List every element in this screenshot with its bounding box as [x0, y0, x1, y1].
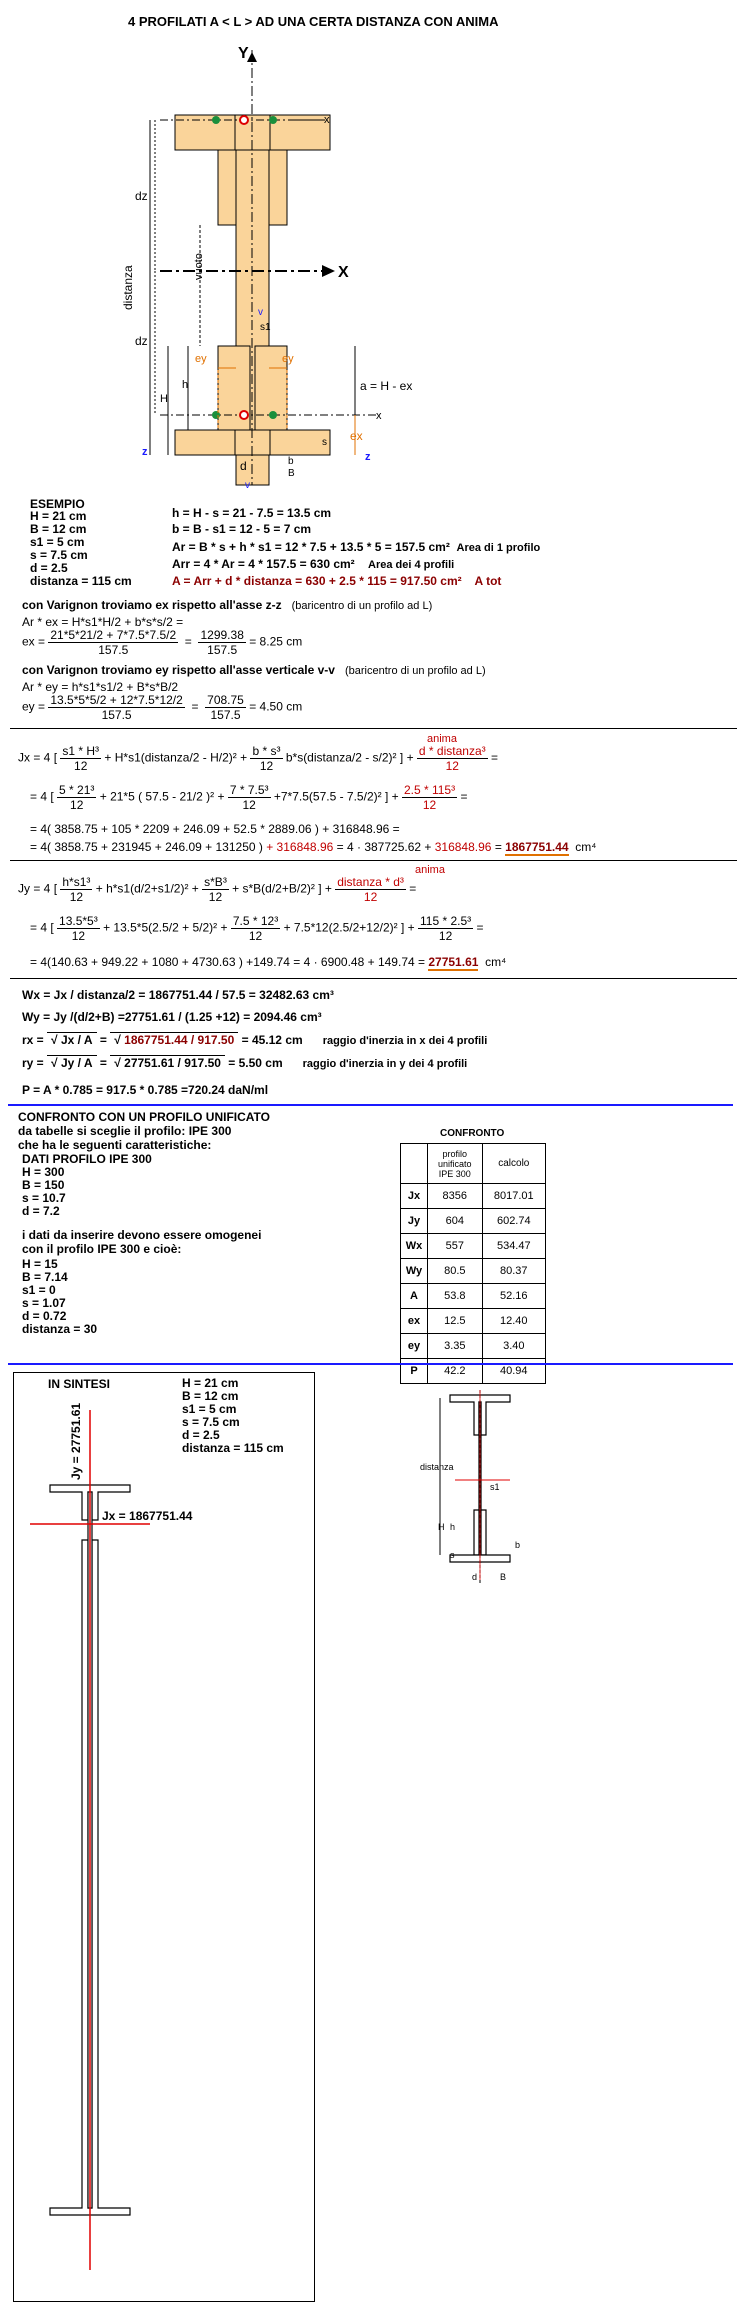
wy-line: Wy = Jy /(d/2+B) =27751.61 / (1.25 +12) = 2094.46 cm³	[22, 1010, 322, 1024]
confronto-line-4: i dati da inserire devono essere omogenei	[22, 1228, 262, 1242]
divider	[10, 728, 737, 729]
esempio-heading: ESEMPIO	[30, 497, 85, 511]
label-z-right: z	[365, 451, 371, 463]
label-v-bottom: v	[245, 480, 250, 491]
jx-result: 1867751.44	[505, 840, 569, 854]
label-vuoto: vuoto	[193, 253, 205, 280]
calc-arr: Arr = 4 * Ar = 4 * 157.5 = 630 cm² Area dei 4 profili	[172, 557, 455, 571]
label-B: B	[288, 468, 295, 479]
table-row: Wy 80.5 80.37	[401, 1259, 546, 1284]
confronto-line-5: con il profilo IPE 300 e cioè:	[22, 1242, 182, 1256]
small-label-s: s	[450, 1550, 455, 1560]
jx-row-1: Jx = 4 [ $\frac{\text{s1 * H³}}{12}$ + H*s1(distanza/2 - H/2)² + $\frac{\text{b * s³}}{12}$ b*s(distanza/2 - s/2)² ] + $\frac{\text{d * distanza³}}{12}$ =	[18, 744, 498, 773]
small-section-diagram	[420, 1390, 600, 1600]
label-a: a = H - ex	[360, 379, 413, 393]
sintesi-heading: IN SINTESI	[48, 1377, 111, 1391]
small-label-d: d	[472, 1572, 478, 1582]
confronto-line-3: DATI PROFILO IPE 300	[22, 1152, 152, 1166]
confronto-table: profilo unificato IPE 300 calcolo Jx 8356 8017.01 Jy 604 602.74 Wx 557 534.47 Wy 80.5 80.37 A 53.8 52.16 ex 12.5 12.40 ey 3.35 3.40 P 42.2 40.94	[400, 1143, 546, 1384]
varignon-ex-formula: ex = $\frac{21*5*21/2 + 7*7.5*7.5/2}{157.5}$ = $\frac{1299.38}{157.5}$ = 8.25 cm	[22, 628, 303, 657]
table-row: Wx 557 534.47	[401, 1234, 546, 1259]
small-label-distanza: distanza	[420, 1462, 454, 1472]
small-label-B: B	[500, 1572, 507, 1582]
label-d: d	[240, 459, 247, 473]
table-row: Jx 8356 8017.01	[401, 1184, 546, 1209]
confronto-heading: CONFRONTO CON UN PROFILO UNIFICATO	[18, 1110, 270, 1124]
label-b: b	[288, 456, 294, 467]
jx-row-4: = 4( 3858.75 + 231945 + 246.09 + 131250 ) + 316848.96 = 4 · 387725.62 + 316848.96 = 1867751.44 cm⁴	[30, 840, 597, 854]
calc-atot: A = Arr + d * distanza = 630 + 2.5 * 115 = 917.50 cm² A tot	[172, 574, 502, 588]
table-row: P 42.2 40.94	[401, 1359, 546, 1384]
calc-b: b = B - s1 = 12 - 5 = 7 cm	[172, 522, 312, 536]
confronto-line-2: che ha le seguenti caratteristiche:	[18, 1138, 212, 1152]
label-x-bottom: x	[376, 410, 382, 422]
blue-divider	[8, 1363, 733, 1365]
label-ey-left: ey	[195, 353, 207, 365]
table-row: Jy 604 602.74	[401, 1209, 546, 1234]
esempio-values: H = 21 cm B = 12 cm s1 = 5 cm s = 7.5 cm d = 2.5 distanza = 115 cm	[30, 509, 132, 588]
label-dz-bottom: dz	[135, 334, 148, 348]
calc-h: h = H - s = 21 - 7.5 = 13.5 cm	[172, 506, 332, 520]
label-dz-top: dz	[135, 189, 148, 203]
divider	[10, 978, 737, 979]
label-v-top: v	[258, 307, 263, 318]
jy-result: 27751.61	[428, 955, 479, 969]
label-s1: s1	[260, 322, 271, 333]
divider	[10, 860, 737, 861]
omog-values: H = 15 B = 7.14 s1 = 0 s = 1.07 d = 0.72 distanza = 30	[22, 1257, 98, 1336]
table-row: ey 3.35 3.40	[401, 1334, 546, 1359]
p-line: P = A * 0.785 = 917.5 * 0.785 =720.24 daN/ml	[22, 1083, 269, 1097]
label-Y: Y	[238, 45, 249, 62]
calc-ar: Ar = B * s + h * s1 = 12 * 7.5 + 13.5 * 5 = 157.5 cm² Area di 1 profilo	[172, 540, 541, 554]
sintesi-diagram	[20, 1390, 300, 2290]
jy-anima-label: anima	[415, 864, 445, 876]
sintesi-jy-label: Jy = 27751.61	[69, 1402, 83, 1480]
small-label-s1: s1	[490, 1482, 500, 1492]
confronto-line-1: da tabelle si sceglie il profilo: IPE 300	[18, 1124, 232, 1138]
rx-line: rx = √ Jx / A = √ 1867751.44 / 917.50 = 45.12 cm raggio d'inerzia in x dei 4 profili	[22, 1033, 488, 1047]
jy-row-3: = 4(140.63 + 949.22 + 1080 + 4730.63 ) +149.74 = 4 · 6900.48 + 149.74 = 27751.61 cm⁴	[30, 955, 507, 969]
jx-anima-label: anima	[427, 733, 457, 745]
table-row: ex 12.5 12.40	[401, 1309, 546, 1334]
wx-line: Wx = Jx / distanza/2 = 1867751.44 / 57.5 = 32482.63 cm³	[22, 988, 334, 1002]
varignon-ex-heading: con Varignon troviamo ex rispetto all'asse z-z (baricentro di un profilo ad L)	[22, 598, 433, 612]
label-distanza: distanza	[121, 265, 135, 310]
jx-row-3: = 4( 3858.75 + 105 * 2209 + 246.09 + 52.5 * 2889.06 ) + 316848.96 =	[30, 822, 400, 836]
jy-row-1: Jy = 4 [ $\frac{\text{h*s1³}}{12}$ + h*s1(d/2+s1/2)² + $\frac{\text{s*B³}}{12}$ + s*B(d/2+B/2)² ] + $\frac{\text{distanza * d³}}{12}$ =	[18, 875, 417, 904]
blue-divider	[8, 1104, 733, 1106]
small-label-H: H	[438, 1522, 445, 1532]
label-H: H	[160, 393, 168, 405]
varignon-ex-eq: Ar * ex = H*s1*H/2 + b*s*s/2 =	[22, 615, 184, 629]
small-label-h: h	[450, 1522, 456, 1532]
label-ex: ex	[350, 429, 363, 443]
main-section-diagram	[121, 45, 530, 491]
sintesi-jx-label: Jx = 1867751.44	[102, 1509, 193, 1523]
table-row: A 53.8 52.16	[401, 1284, 546, 1309]
label-s: s	[322, 437, 327, 448]
label-ey-right: ey	[282, 353, 294, 365]
label-x-top: x	[324, 114, 330, 126]
varignon-ey-heading: con Varignon troviamo ey rispetto all'asse verticale v-v (baricentro di un profilo ad L)	[22, 663, 486, 677]
label-h: h	[182, 379, 189, 391]
jy-row-2: = 4 [ $\frac{\text{13.5*5³}}{12}$ + 13.5*5(2.5/2 + 5/2)² + $\frac{\text{7.5 * 12³}}{12}$ + 7.5*12(2.5/2+12/2)² ] + $\frac{\text{115 * 2.5³}}{12}$ =	[30, 914, 484, 943]
small-label-b: b	[515, 1540, 521, 1550]
table-title: CONFRONTO	[440, 1128, 505, 1139]
jx-row-2: = 4 [ $\frac{\text{5 * 21³}}{12}$ + 21*5 ( 57.5 - 21/2 )² + $\frac{\text{7 * 7.5³}}{12}$ +7*7.5(57.5 - 7.5/2)² ] + $\frac{\text{2.5 * 115³}}{12}$ =	[30, 783, 468, 812]
varignon-ey-eq: Ar * ey = h*s1*s1/2 + B*s*B/2	[22, 680, 179, 694]
ipe-values: H = 300 B = 150 s = 10.7 d = 7.2	[22, 1165, 66, 1218]
label-X: X	[338, 264, 349, 281]
label-z-left: z	[142, 446, 148, 458]
sintesi-values: H = 21 cm B = 12 cm s1 = 5 cm s = 7.5 cm d = 2.5 distanza = 115 cm	[182, 1376, 284, 1455]
page-title: 4 PROFILATI A < L > AD UNA CERTA DISTANZA CON ANIMA	[128, 14, 499, 29]
varignon-ey-formula: ey = $\frac{13.5*5*5/2 + 12*7.5*12/2}{157.5}$ = $\frac{708.75}{157.5}$ = 4.50 cm	[22, 693, 303, 722]
ry-line: ry = √ Jy / A = √ 27751.61 / 917.50 = 5.50 cm raggio d'inerzia in y dei 4 profili	[22, 1056, 468, 1070]
